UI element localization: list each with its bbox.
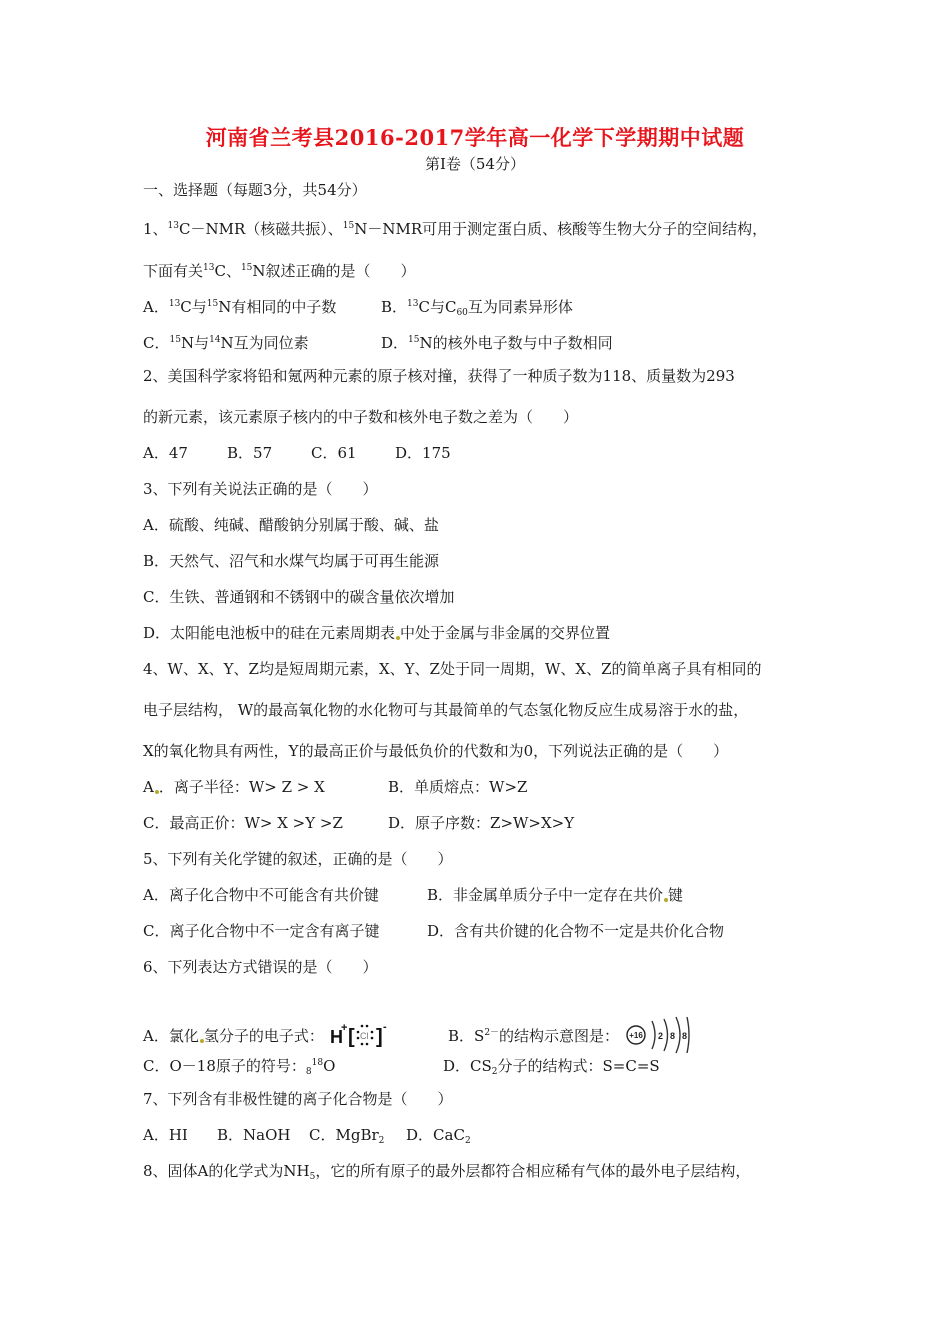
section-subtitle: 第Ⅰ卷（54分） <box>424 155 525 173</box>
q4-stem-line1: 4、W、X、Y、Z均是短周期元素，X、Y、Z处于同一周期，W、X、Z的简单离子具有相同的 <box>143 660 762 678</box>
q5-option-a: A．离子化合物中不可能含有共价键 <box>143 886 379 904</box>
q8-stem-line1: 8、固体A的化学式为$NH_5$，它的所有原子的最外层都符合相应稀有气体的最外电子层结构， <box>143 1162 751 1182</box>
hcl-electron-formula-icon <box>330 1021 392 1047</box>
q2-option-a: A．47 <box>143 444 188 462</box>
svg-text:8: 8 <box>682 1031 688 1041</box>
q7-option-c: C．MgBr$_2$ <box>309 1126 385 1146</box>
q6-stem: 6、下列表达方式错误的是（ ） <box>143 958 378 976</box>
q2-option-c: C．61 <box>311 444 357 462</box>
q2-option-b: B．57 <box>227 444 273 462</box>
q3-option-d: D．太阳能电池板中的硅在元素周期表 中处于金属与非金属的交界位置 <box>143 624 611 642</box>
svg-text:8: 8 <box>670 1031 676 1041</box>
q5-options-cd <box>143 921 724 941</box>
q7-option-b: B．NaOH <box>217 1126 291 1144</box>
q4-stem-line2: 电子层结构， W的最高氧化物的水化物可与其最简单的气态氢化物反应生成易溶于水的盐， <box>143 701 749 719</box>
q5-stem: 5、下列有关化学键的叙述，正确的是（ ） <box>143 850 453 868</box>
q4-option-d: D．原子序数：Z>W>X>Y <box>388 814 575 832</box>
q7-stem: 7、下列含有非极性键的离子化合物是（ ） <box>143 1090 453 1108</box>
q1-option-c: C．$^{15}$N与$^{14}$N互为同位素 <box>143 334 309 352</box>
svg-text:[: [ <box>347 1026 355 1047</box>
q3-option-b: B．天然气、沼气和水煤气均属于可再生能源 <box>143 552 440 570</box>
svg-text:-: - <box>382 1021 387 1033</box>
sulfide-ion-structure-icon <box>625 1015 691 1055</box>
q2-stem-line1: 2、美国科学家将铅和氪两种元素的原子核对撞，获得了一种质子数为118、质量数为293 <box>143 367 735 385</box>
q1-options-ab <box>143 294 573 323</box>
q1-options-cd <box>143 330 613 353</box>
q3-option-c: C．生铁、普通钢和不锈钢中的碳含量依次增加 <box>143 588 455 606</box>
q6-options-cd <box>143 1053 660 1082</box>
q4-option-a: A ．离子半径：W> Z > X <box>143 778 325 796</box>
q1-option-d: D．$^{15}$N的核外电子数与中子数相同 <box>381 334 613 352</box>
svg-text:Cl: Cl <box>359 1031 369 1041</box>
q1-stem-line2: 下面有关$^{13}$C、$^{15}$N叙述正确的是（ ） <box>143 262 416 280</box>
svg-text:2: 2 <box>658 1031 664 1041</box>
q6-option-d: D．$CS_2$分子的结构式：S=C=S <box>443 1057 660 1077</box>
q5-option-b: B．非金属单质分子中一定存在共价 键 <box>427 886 684 904</box>
q5-options-ab <box>143 885 683 905</box>
q4-options-ab <box>143 777 527 797</box>
q6-option-a: A．氯化 氢分子的电子式： H + [ Cl ] - <box>143 1021 448 1047</box>
q5-option-d: D．含有共价键的化合物不一定是共价化合物 <box>427 922 725 940</box>
q4-options-cd <box>143 813 574 833</box>
q4-option-b: B．单质熔点：W>Z <box>388 778 528 796</box>
q5-option-c: C．离子化合物中不一定含有离子键 <box>143 922 380 940</box>
q3-stem: 3、下列有关说法正确的是（ ） <box>143 480 378 498</box>
svg-text:+: + <box>340 1022 348 1034</box>
q6-option-c: C．O－18原子的符号：$_8^{18}$O <box>143 1057 336 1077</box>
svg-text:]: ] <box>375 1026 383 1047</box>
q2-stem-line2: 的新元素，该元素原子核内的中子数和核外电子数之差为（ ） <box>143 408 579 426</box>
q1-option-a: A．$^{13}$C与$^{15}$N有相同的中子数 <box>143 298 337 316</box>
svg-text:+16: +16 <box>629 1031 643 1040</box>
q7-option-a: A．HI <box>143 1126 188 1144</box>
q4-stem-line3: X的氧化物具有两性，Y的最高正价与最低负价的代数和为0，下列说法正确的是（ ） <box>143 742 729 760</box>
q7-options <box>143 1125 471 1151</box>
q1-stem-line1: 1、$^{13}$C－NMR（核磁共振）、$^{15}$N－NMR可用于测定蛋白质、核酸等生物大分子的空间结构， <box>143 220 768 238</box>
q7-option-d: D．CaC$_2$ <box>406 1126 471 1146</box>
q2-option-d: D．175 <box>395 444 451 462</box>
svg-text:H: H <box>329 1027 343 1047</box>
q2-options <box>143 443 451 463</box>
q3-option-a: A．硫酸、纯碱、醋酸钠分别属于酸、碱、盐 <box>143 516 439 534</box>
q4-option-c: C．最高正价：W> X >Y >Z <box>143 814 343 832</box>
q1-option-b: B．$^{13}$C与$C_{60}$互为同素异形体 <box>381 298 573 318</box>
page-title: 河南省兰考县2016-2017学年高一化学下学期期中试题 <box>205 125 745 150</box>
q6-option-b: B．$S^{2-}$的结构示意图是： +16 2 8 8 <box>448 1015 691 1055</box>
q6-options-ab <box>143 1015 691 1055</box>
section-heading: 一、选择题（每题3分，共54分） <box>143 181 367 199</box>
